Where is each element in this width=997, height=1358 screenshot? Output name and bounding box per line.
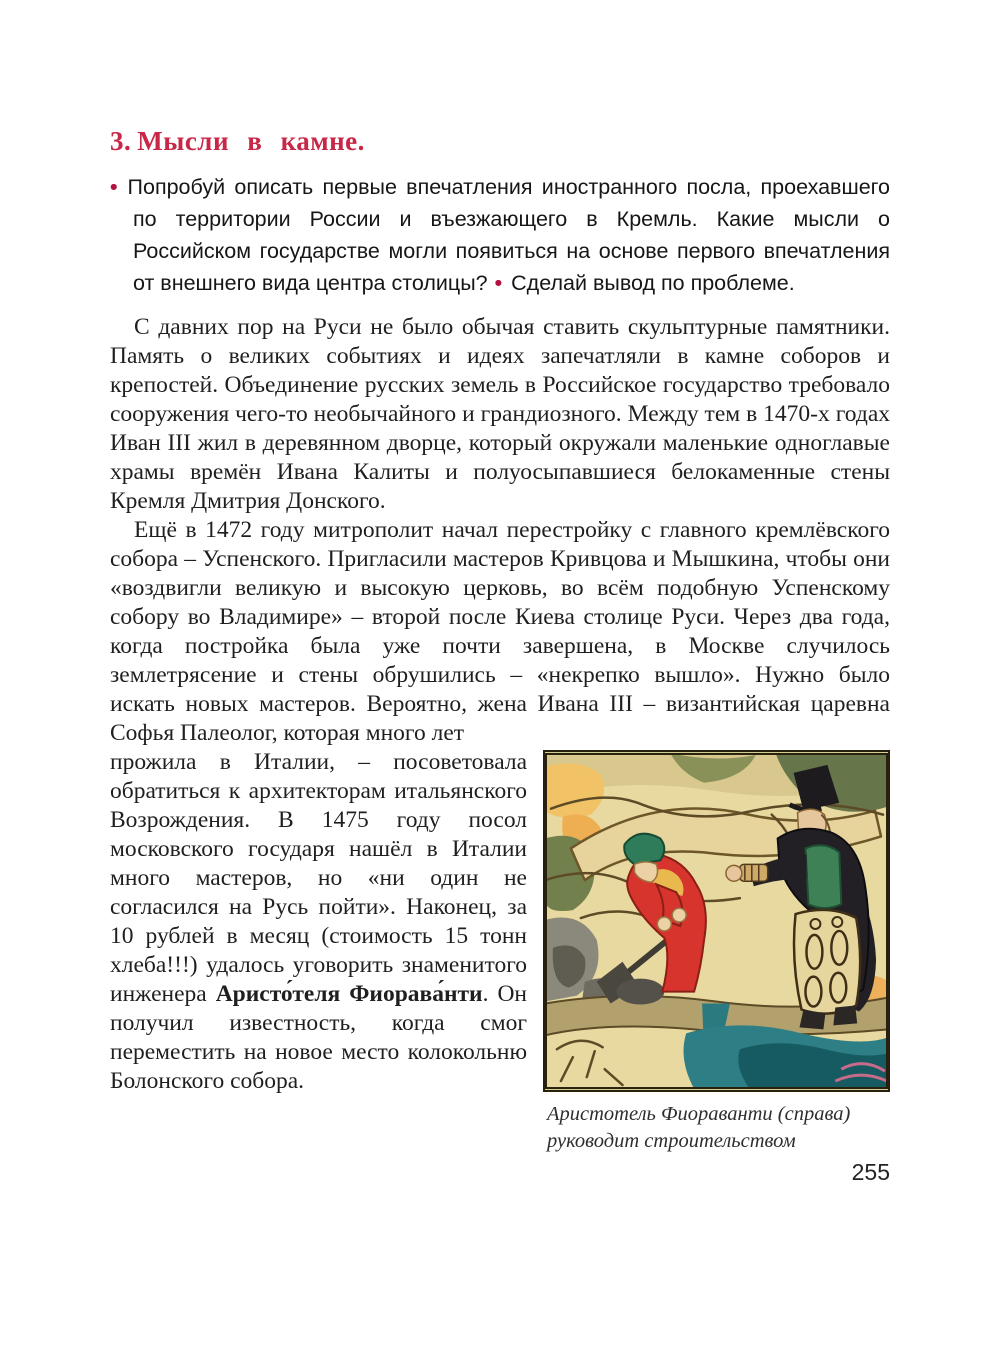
figure-caption — [543, 1101, 890, 1155]
chronicle-miniature-image — [545, 752, 888, 1090]
section-number: 3. — [110, 126, 132, 156]
section-title — [110, 126, 890, 157]
task-text-2: Сделай вывод по проблеме. — [511, 271, 795, 295]
figure-frame — [543, 750, 890, 1092]
figure-caption-line1: Аристотель Фиораванти (справа) — [547, 1103, 851, 1125]
figure-miniature — [543, 750, 890, 1155]
task-text-1: Попробуй описать первые впечатления иностранного посла, проехавшего по территории России и въезжающего в Кремль. Какие мысли о Российском государстве могли появиться на основе первого впечатления от внешнего вида центра столицы? — [127, 175, 890, 295]
paragraph-2b-section — [110, 748, 890, 1152]
figure-caption-line2: руководит строительством — [547, 1130, 796, 1152]
paragraph-2b-text-end: . Он получил известность, когда смог переместить на новое место колокольню Болонского собора. — [110, 981, 527, 1094]
section-title-text: Мысли в камне. — [137, 126, 365, 156]
page-number: 255 — [851, 1159, 890, 1185]
paragraph-2b-text: прожила в Италии, – посоветовала обратиться к архитекторам итальянского Возрождения. В 1475 году посол московского государя нашёл в Италии много мастеров, но «ни один не согласился на Русь пойти». Наконец, за 10 рублей в месяц (стоимость 15 тонн хлеба!!!) удалось уговорить знаменитого инженера — [110, 749, 527, 1007]
paragraph-1: С давних пор на Руси не было обычая ставить скульптурные памятники. Память о великих событиях и идеях запечатляли в камне соборов и крепостей. Объединение русских земель в Российское государство требовало сооружения чего-то необычайного и грандиозного. Между тем в 1470-х годах Иван III жил в деревянном дворце, который окружали маленькие одноглавые храмы времён Ивана Калиты и полуосыпавшиеся белокаменные стены Кремля Дмитрия Донского. — [110, 314, 890, 514]
task-bullet-icon: • — [110, 175, 118, 199]
paragraph-2a: Ещё в 1472 году митрополит начал перестройку с главного кремлёвского собора – Успенского. Пригласили мастеров Кривцова и Мышкина, чтобы они «воздвигли великую и высокую церковь, во всём подобную Успенскому собору во Владимире» – второй после Киева столице Руси. Через два года, когда постройка была уже почти завершена, в Москве случилось землетрясение и стены обрушились – «некрепко вышло». Нужно было искать новых мастеров. Вероятно, жена Ивана III – византийская царевна Софья Палеолог, которая много лет — [110, 517, 890, 746]
fioravanti-name-bold: Аристо́теля Фиорава́нти — [215, 981, 483, 1007]
task-bullet2-icon: • — [494, 271, 503, 295]
task-block — [110, 171, 890, 299]
